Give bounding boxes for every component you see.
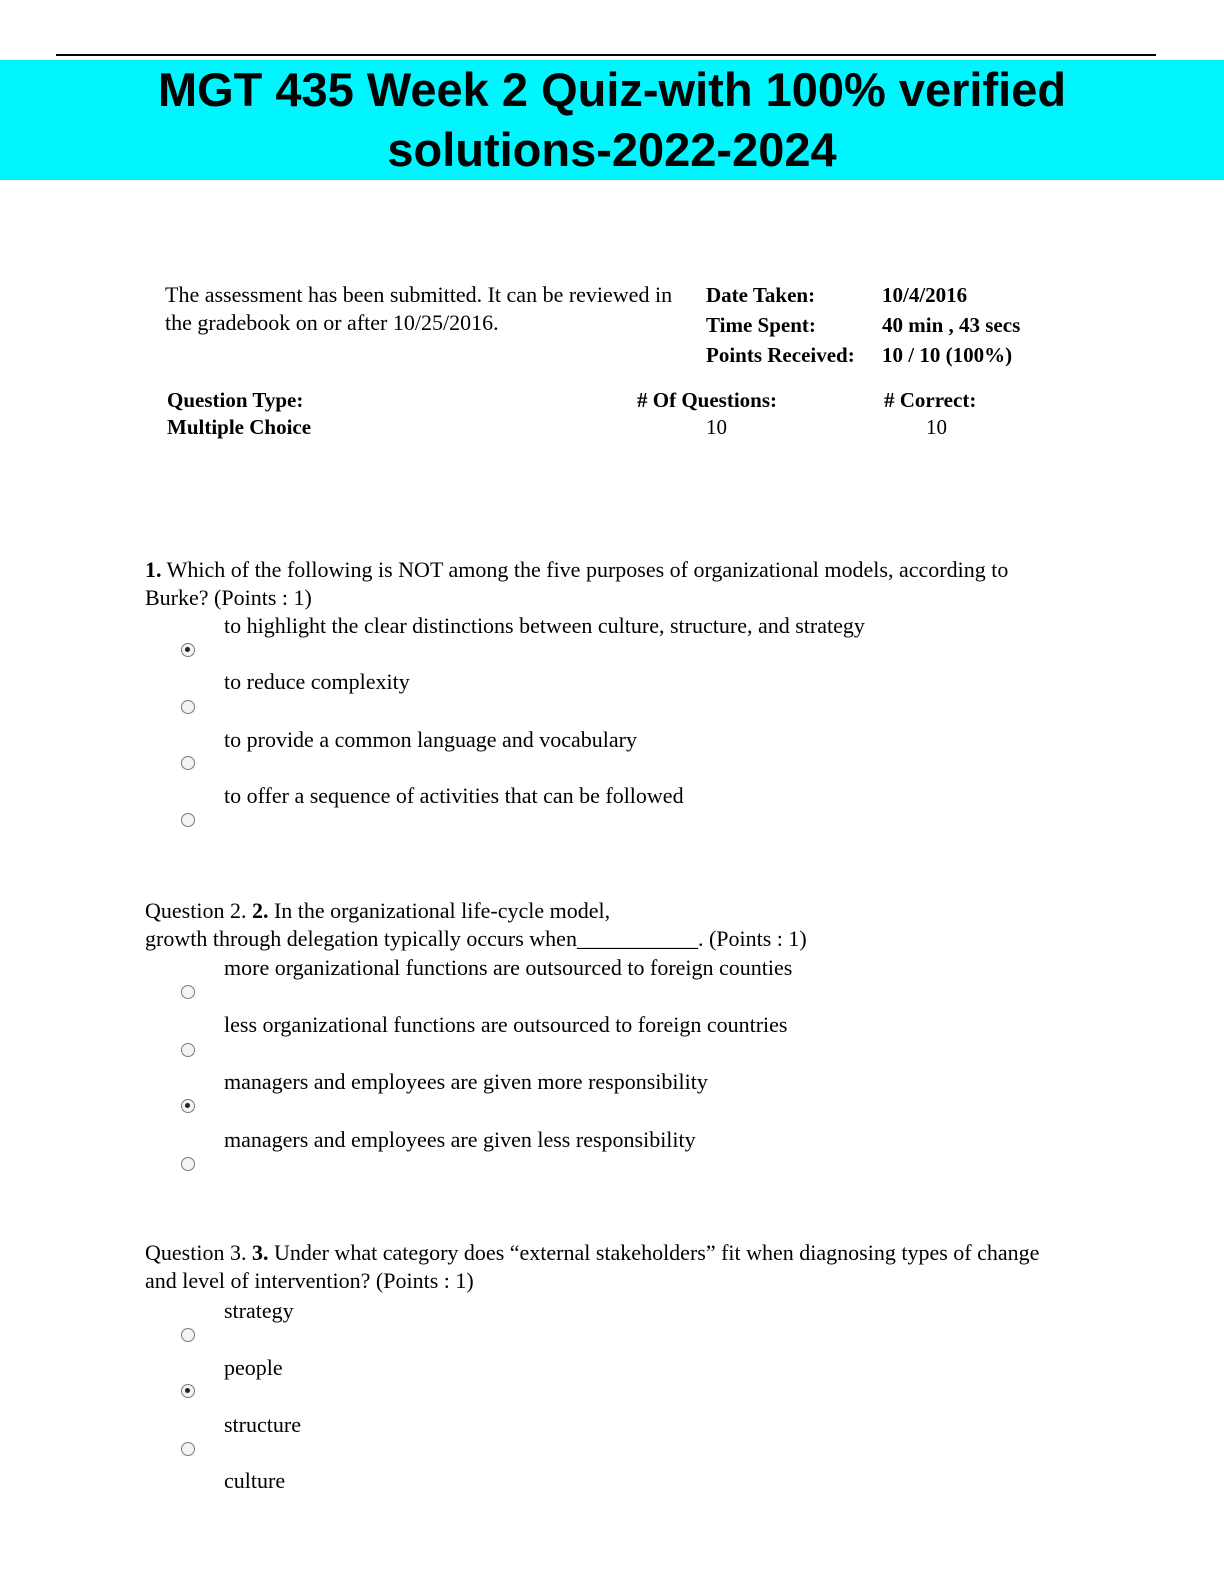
q1-option-4-label: to offer a sequence of activities that can be followed <box>224 783 684 808</box>
question-2-number: 2. <box>251 898 269 923</box>
q2-option-2-label: less organizational functions are outsourced to foreign countries <box>224 1012 788 1037</box>
question-2-text-line-2: growth through delegation typically occurs when___________. (Points : 1) <box>145 926 807 951</box>
q1-option-2-label: to reduce complexity <box>224 669 410 694</box>
question-3-text: Under what category does “external stakeholders” fit when diagnosing types of change and level of intervention? (Points : 1) <box>145 1240 1040 1293</box>
question-2 <box>145 897 1065 953</box>
q1-option-1-radio[interactable] <box>181 643 195 657</box>
points-received-value: 10 / 10 (100%) <box>882 343 1013 367</box>
question-1-text: Which of the following is NOT among the five purposes of organizational models, according to Burke? (Points : 1) <box>145 557 1009 610</box>
top-rule <box>56 54 1156 56</box>
q3-option-2-label: people <box>224 1355 283 1380</box>
question-1-number: 1. <box>145 557 162 582</box>
num-questions-label: # Of Questions: <box>637 388 778 412</box>
date-taken-value: 10/4/2016 <box>882 283 968 307</box>
q3-option-3-label: structure <box>224 1412 301 1437</box>
question-2-prefix: Question 2. <box>145 898 252 923</box>
question-3-prefix: Question 3. <box>145 1240 252 1265</box>
q1-option-3-label: to provide a common language and vocabulary <box>224 727 637 752</box>
q3-option-1-label: strategy <box>224 1298 294 1323</box>
q2-option-1-radio[interactable] <box>181 985 195 999</box>
question-3 <box>145 1239 1065 1295</box>
title-line-1: MGT 435 Week 2 Quiz-with 100% verified <box>157 63 1067 116</box>
time-spent-value: 40 min , 43 secs <box>882 313 1021 337</box>
question-type-value: Multiple Choice <box>167 415 312 439</box>
q3-option-1-radio[interactable] <box>181 1328 195 1342</box>
question-2-text-line-1: In the organizational life-cycle model, <box>268 898 611 923</box>
num-correct-label: # Correct: <box>884 388 977 412</box>
q2-option-3-label: managers and employees are given more responsibility <box>224 1069 708 1094</box>
q3-option-2-radio[interactable] <box>181 1384 195 1398</box>
q2-option-4-radio[interactable] <box>181 1157 195 1171</box>
q2-option-2-radio[interactable] <box>181 1043 195 1057</box>
question-1 <box>145 556 1065 612</box>
date-taken-label: Date Taken: <box>706 283 816 307</box>
num-correct-value: 10 <box>926 415 947 439</box>
q2-option-1-label: more organizational functions are outsourced to foreign counties <box>224 955 793 980</box>
question-3-number: 3. <box>251 1240 269 1265</box>
q1-option-2-radio[interactable] <box>181 700 195 714</box>
question-type-label: Question Type: <box>167 388 304 412</box>
time-spent-label: Time Spent: <box>706 313 816 337</box>
q2-option-4-label: managers and employees are given less responsibility <box>224 1127 696 1152</box>
document-title <box>0 60 1224 180</box>
q1-option-1-label: to highlight the clear distinctions between culture, structure, and strategy <box>224 613 865 638</box>
q1-option-3-radio[interactable] <box>181 756 195 770</box>
q1-option-4-radio[interactable] <box>181 813 195 827</box>
title-line-2: solutions-2022-2024 <box>387 123 837 176</box>
assessment-info <box>706 283 1020 373</box>
num-questions-value: 10 <box>706 415 727 439</box>
q3-option-4-label: culture <box>224 1468 286 1493</box>
q2-option-3-radio[interactable] <box>181 1099 195 1113</box>
points-received-label: Points Received: <box>706 343 855 367</box>
submission-note: The assessment has been submitted. It can be reviewed in the gradebook on or after 10/25/2016. <box>165 282 673 335</box>
q3-option-3-radio[interactable] <box>181 1442 195 1456</box>
